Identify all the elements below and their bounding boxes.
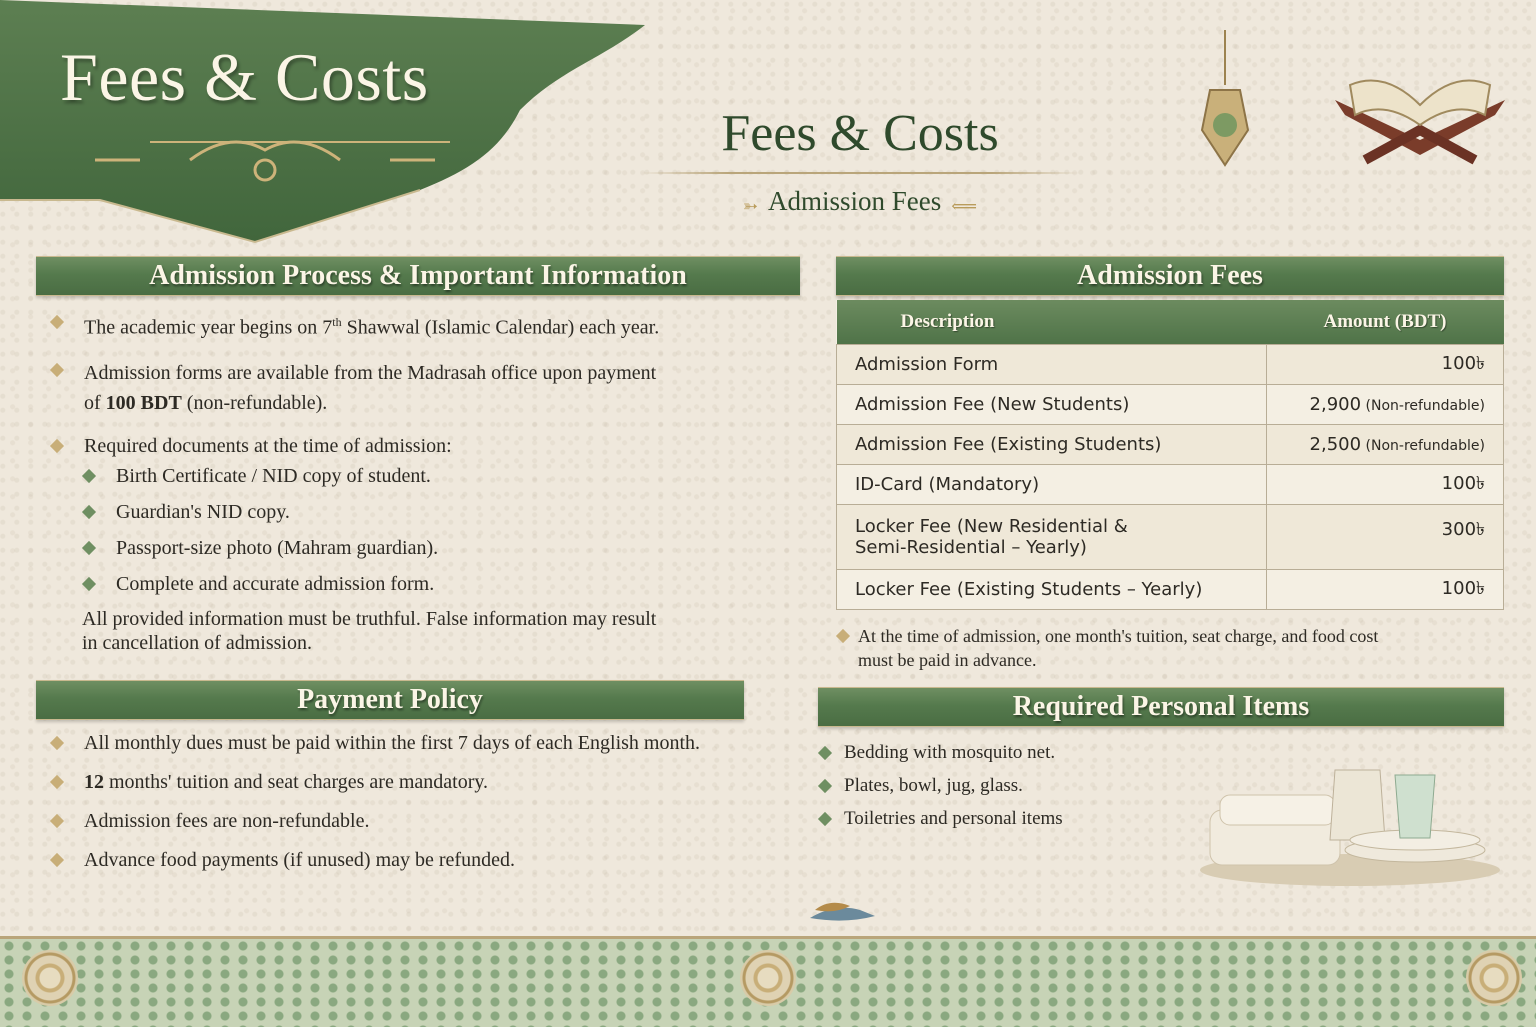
documents-list <box>80 464 438 596</box>
list-item: Toiletries and personal items <box>816 807 1063 831</box>
payment-policy-list <box>48 731 700 872</box>
fee-amount: 100৳ <box>1267 465 1504 505</box>
diamond-bullet-icon <box>80 539 98 557</box>
column-header-description: Description <box>837 300 1267 345</box>
admission-info-heading: Admission Process & Important Information <box>36 256 800 296</box>
diamond-bullet-icon <box>48 773 66 791</box>
payment-policy-heading: Payment Policy <box>36 680 744 720</box>
fee-description: Admission Fee (Existing Students) <box>837 425 1267 465</box>
corner-banner <box>0 0 650 245</box>
table-row <box>837 425 1504 465</box>
list-item: Passport-size photo (Mahram guardian). <box>80 536 438 560</box>
lantern-icon <box>1190 30 1260 180</box>
fee-description: Locker Fee (New Residential & Semi-Residential – Yearly) <box>837 505 1267 570</box>
diamond-bullet-icon <box>80 503 98 521</box>
medallion-icon <box>1466 950 1522 1006</box>
list-item: Advance food payments (if unused) may be refunded. <box>48 848 700 872</box>
sandals-icon <box>805 888 885 928</box>
fee-description: Locker Fee (Existing Students – Yearly) <box>837 570 1267 610</box>
fee-amount: 2,900 (Non-refundable) <box>1267 385 1504 425</box>
diamond-bullet-icon <box>48 851 66 869</box>
list-item: 12 months' tuition and seat charges are mandatory. <box>48 770 700 794</box>
table-row <box>837 385 1504 425</box>
book-stand-icon <box>1325 60 1515 180</box>
fee-description: ID-Card (Mandatory) <box>837 465 1267 505</box>
flower-bullet-icon <box>816 810 834 828</box>
fee-description: Admission Form <box>837 345 1267 385</box>
list-item: Guardian's NID copy. <box>80 500 438 524</box>
flower-bullet-icon <box>816 744 834 762</box>
fee-amount: 100৳ <box>1267 570 1504 610</box>
banner-shape <box>0 0 650 245</box>
list-item: Required documents at the time of admission: <box>48 434 659 458</box>
corner-title: Fees & Costs <box>60 39 429 115</box>
column-header-amount: Amount (BDT) <box>1267 300 1504 345</box>
diamond-bullet-icon <box>48 437 66 455</box>
diamond-bullet-icon <box>80 575 98 593</box>
title-divider <box>640 172 1080 174</box>
personal-items-heading: Required Personal Items <box>818 687 1504 727</box>
truthfulness-note: All provided information must be truthful. False information may result in cancellation of admission. <box>82 608 657 654</box>
medallion-icon <box>22 950 78 1006</box>
right-arrow-ornament-icon: ⟸ <box>951 195 978 216</box>
list-item: The academic year begins on 7th Shawwal (Islamic Calendar) each year. <box>48 310 659 340</box>
table-row <box>837 465 1504 505</box>
diamond-bullet-icon <box>48 361 66 379</box>
diamond-bullet-icon <box>48 313 66 331</box>
fee-amount: 100৳ <box>1267 345 1504 385</box>
page-subtitle: Admission Fees <box>768 186 942 216</box>
admission-info-list <box>48 310 659 474</box>
diamond-bullet-icon <box>80 467 98 485</box>
diamond-bullet-icon <box>48 734 66 752</box>
list-item: Admission forms are available from the Madrasah office upon payment of 100 BDT (non-refundable). <box>48 358 659 418</box>
fee-description: Admission Fee (New Students) <box>837 385 1267 425</box>
flower-bullet-icon <box>816 777 834 795</box>
diamond-bullet-icon <box>834 627 848 645</box>
admission-fees-heading: Admission Fees <box>836 256 1504 296</box>
list-item: Plates, bowl, jug, glass. <box>816 774 1063 798</box>
list-item: All monthly dues must be paid within the first 7 days of each English month. <box>48 731 700 755</box>
list-item: Complete and accurate admission form. <box>80 572 438 596</box>
table-row <box>837 570 1504 610</box>
table-row <box>837 505 1504 570</box>
personal-items-list <box>816 741 1063 831</box>
table-header-row <box>837 300 1504 345</box>
medallion-icon <box>740 950 796 1006</box>
subtitle-row <box>640 186 1080 217</box>
diamond-bullet-icon <box>48 812 66 830</box>
fees-table <box>836 300 1504 610</box>
list-item: At the time of admission, one month's tuition, seat charge, and food cost must be paid in advance. <box>834 624 1378 672</box>
list-item: Birth Certificate / NID copy of student. <box>80 464 438 488</box>
list-item: Bedding with mosquito net. <box>816 741 1063 765</box>
dishes-and-linens-illustration <box>1190 750 1510 890</box>
fee-amount: 2,500 (Non-refundable) <box>1267 425 1504 465</box>
left-arrow-ornament-icon: ➳ <box>742 195 758 216</box>
fee-amount: 300৳ <box>1267 505 1504 570</box>
list-item: Admission fees are non-refundable. <box>48 809 700 833</box>
table-row <box>837 345 1504 385</box>
page-title: Fees & Costs <box>721 105 999 162</box>
advance-payment-note <box>834 624 1378 672</box>
